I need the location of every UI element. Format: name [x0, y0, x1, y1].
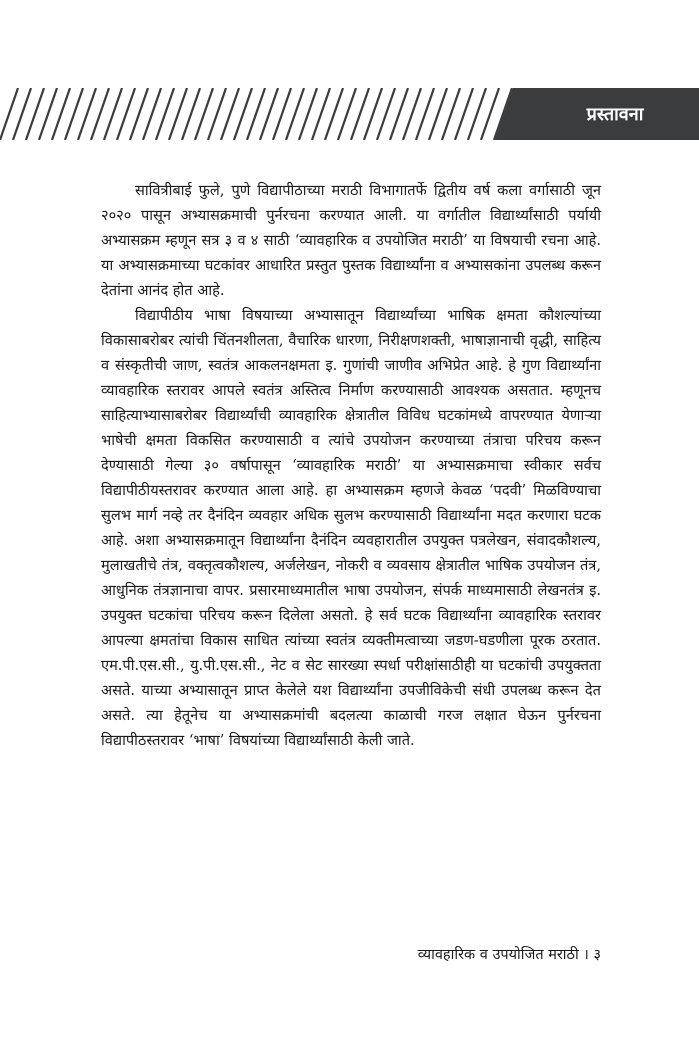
paragraph-1: सावित्रीबाई फुले, पुणे विद्यापीठाच्या मराठी विभागातर्फे द्वितीय वर्ष कला वर्गासाठी जून २०२० पासून अभ्यासक्रमाची पुर्नरचना करण्यात आली. या वर्गातील विद्यार्थ्यांसाठी पर्यायी अभ्यासक्रम म्हणून सत्र ३ व ४ साठी ‘व्यावहारिक व उपयोजित मराठी’ या विषयाची रचना आहे. या अभ्यासक्रमाच्या घटकांवर आधारित प्रस्तुत पुस्तक विद्यार्थ्यांना व अभ्यासकांना उपलब्ध करून देतांना आनंद होत आहे. [101, 182, 601, 299]
paragraph-2: विद्यापीठीय भाषा विषयाच्या अभ्यासातून विद्यार्थ्यांच्या भाषिक क्षमता कौशल्यांच्या विकासाबरोबर त्यांची चिंतनशीलता, वैचारिक धारणा, निरीक्षणशक्ती, भाषाज्ञानाची वृद्धी, साहित्य व संस्कृतीची जाण, स्वतंत्र आकलनक्षमता इ. गुणांची जाणीव अभिप्रेत आहे. हे गुण विद्यार्थ्यांना व्यावहारिक स्तरावर आपले स्वतंत्र अस्तित्व निर्माण करण्यासाठी आवश्यक असतात. म्हणूनच साहित्याभ्यासाबरोबर विद्यार्थ्यांची व्यावहारिक क्षेत्रातील विविध घटकांमध्ये वापरण्यात येणाऱ्या भाषेची क्षमता विकसित करण्यासाठी व त्यांचे उपयोजन करण्याच्या तंत्राचा परिचय करून देण्यासाठी गेल्या ३० वर्षापासून ‘व्यावहारिक मराठी’ या अभ्यासक्रमाचा स्वीकार सर्वच विद्यापीठीयस्तरावर करण्यात आला आहे. हा अभ्यासक्रम म्हणजे केवळ ‘पदवी’ मिळविण्याचा सुलभ मार्ग नव्हे तर दैनंदिन व्यवहार अधिक सुलभ करण्यासाठी विद्यार्थ्यांना मदत करणारा घटक आहे. अशा अभ्यासक्रमातून विद्यार्थ्यांना दैनंदिन व्यवहारातील उपयुक्त पत्रलेखन, संवादकौशल्य, मुलाखतीचे तंत्र, वक्तृत्वकौशल्य, अर्जलेखन, नोकरी व व्यवसाय क्षेत्रातील भाषिक उपयोजन तंत्र, आधुनिक तंत्रज्ञानाचा वापर. प्रसारमाध्यमातील भाषा उपयोजन, संपर्क माध्यमासाठी लेखनतंत्र इ. उपयुक्त घटकांचा परिचय करून दिलेला असतो. हे सर्व घटक विद्यार्थ्यांना व्यावहारिक स्तरावर आपल्या क्षमतांचा विकास साधित त्यांच्या स्वतंत्र व्यक्तीमत्वाच्या जडण-घडणीला पूरक ठरतात. एम.पी.एस.सी., यु.पी.एस.सी., नेट व सेट सारख्या स्पर्धा परीक्षांसाठीही या घटकांची उपयुक्तता असते. याच्या अभ्यासातून प्राप्त केलेले यश विद्यार्थ्यांना उपजीविकेची संधी उपलब्ध करून देत असते. त्या हेतूनेच या अभ्यासक्रमांची बदलत्या काळाची गरज लक्षात घेऊन पुर्नरचना विद्यापीठस्तरावर ‘भाषा’ विषयांच्या विद्यार्थ्यांसाठी केली जाते. [101, 307, 601, 749]
running-footer: व्यावहारिक व उपयोजित मराठी । ३ [417, 947, 601, 963]
section-title: प्रस्तावना [586, 104, 644, 125]
body-text [101, 178, 601, 753]
